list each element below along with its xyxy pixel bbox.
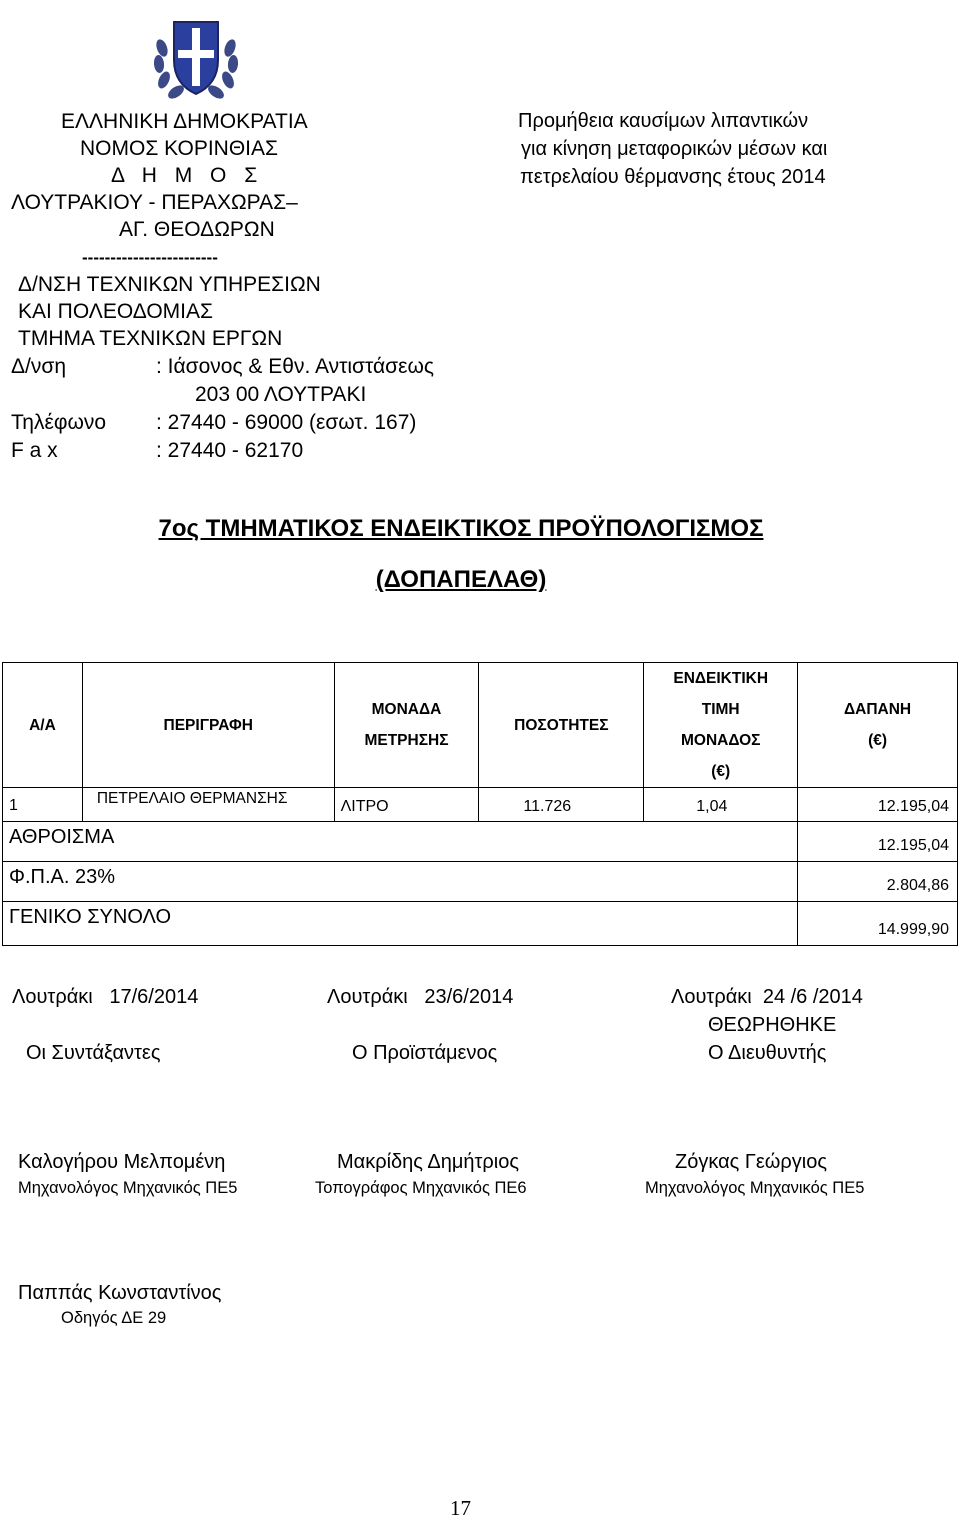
- phone-label: Τηλέφωνο: [11, 411, 107, 434]
- fax-value: : 27440 - 62170: [156, 439, 304, 462]
- cell-unit-price: 1,04: [644, 788, 798, 822]
- signature-name-1: Καλογήρου Μελπομένη: [18, 1151, 226, 1173]
- total-label: ΓΕΝΙΚΟ ΣΥΝΟΛΟ: [3, 902, 798, 946]
- signature-title-1: Μηχανολόγος Μηχανικός ΠΕ5: [18, 1179, 238, 1197]
- signature-role-1: Οι Συντάξαντες: [26, 1042, 161, 1064]
- header-line-republic: ΕΛΛΗΝΙΚΗ ΔΗΜΟΚΡΑΤΙΑ: [61, 110, 308, 133]
- document-title: 7ος ΤΜΗΜΑΤΙΚΟΣ ΕΝΔΕΙΚΤΙΚΟΣ ΠΡΟΫΠΟΛΟΓΙΣΜΟΣ: [158, 515, 764, 542]
- signature-date-2: Λουτράκι 23/6/2014: [327, 986, 514, 1008]
- subject-line-3: πετρελαίου θέρμανσης έτους 2014: [520, 166, 826, 188]
- header-line-municipality: Δ Η Μ Ο Σ: [111, 164, 264, 187]
- cell-aa: 1: [3, 788, 83, 822]
- header-line-directorate: Δ/ΝΣΗ ΤΕΧΝΙΚΩΝ ΥΠΗΡΕΣΙΩΝ: [18, 273, 321, 296]
- subject-line-2: για κίνηση μεταφορικών μέσων και: [521, 138, 828, 160]
- signature-name-2: Μακρίδης Δημήτριος: [337, 1151, 520, 1173]
- col-header-unit-price: ΕΝΔΕΙΚΤΙΚΗ ΤΙΜΗ ΜΟΝΑΔΟΣ (€): [644, 663, 798, 788]
- col-header-cost: ΔΑΠΑΝΗ (€): [798, 663, 958, 788]
- signature-date-3: Λουτράκι 24 /6 /2014: [671, 986, 863, 1008]
- col-header-unit: ΜΟΝΑΔΑ ΜΕΤΡΗΣΗΣ: [334, 663, 479, 788]
- address-value: : Ιάσονος & Εθν. Αντιστάσεως: [156, 355, 434, 378]
- header-line-department: ΤΜΗΜΑ ΤΕΧΝΙΚΩΝ ΕΡΓΩΝ: [18, 327, 283, 350]
- cell-description: ΠΕΤΡΕΛΑΙΟ ΘΕΡΜΑΝΣΗΣ: [82, 788, 334, 822]
- col-header-quantity: ΠΟΣΟΤΗΤΕΣ: [479, 663, 644, 788]
- signature-title-3: Μηχανολόγος Μηχανικός ΠΕ5: [645, 1179, 865, 1197]
- budget-table: [2, 662, 958, 946]
- vat-row: [3, 862, 958, 902]
- signature-title-4: Οδηγός ΔΕ 29: [61, 1309, 167, 1327]
- header-separator: ------------------------: [82, 248, 218, 267]
- checked-stamp-text: ΘΕΩΡΗΘΗΚΕ: [708, 1014, 837, 1036]
- address-label: Δ/νση: [11, 355, 67, 378]
- sum-label: ΑΘΡΟΙΣΜΑ: [3, 822, 798, 862]
- signature-role-2: Ο Προϊστάμενος: [352, 1042, 498, 1064]
- header-line-municipality-name-2: ΑΓ. ΘΕΟΔΩΡΩΝ: [119, 218, 275, 241]
- total-value: 14.999,90: [798, 902, 958, 946]
- cell-quantity: 11.726: [479, 788, 644, 822]
- header-line-urban-planning: ΚΑΙ ΠΟΛΕΟΔΟΜΙΑΣ: [18, 300, 213, 323]
- col-header-aa: Α/Α: [3, 663, 83, 788]
- sum-row: [3, 822, 958, 862]
- vat-value: 2.804,86: [798, 862, 958, 902]
- signature-name-3: Ζόγκας Γεώργιος: [675, 1151, 827, 1173]
- phone-value: : 27440 - 69000 (εσωτ. 167): [156, 411, 417, 434]
- cell-cost: 12.195,04: [798, 788, 958, 822]
- page-number: 17: [450, 1496, 471, 1520]
- total-row: [3, 902, 958, 946]
- greek-coat-of-arms-icon: [148, 8, 244, 104]
- subject-line-1: Προμήθεια καυσίμων λιπαντικών: [518, 110, 809, 132]
- sum-value: 12.195,04: [798, 822, 958, 862]
- document-subtitle: (ΔΟΠΑΠΕΛΑΘ): [375, 566, 547, 593]
- signature-name-4: Παππάς Κωνσταντίνος: [18, 1282, 222, 1304]
- signature-role-3: Ο Διευθυντής: [708, 1042, 827, 1064]
- signature-title-2: Τοπογράφος Μηχανικός ΠΕ6: [315, 1179, 527, 1197]
- fax-label: F a x: [11, 439, 58, 462]
- header-line-prefecture: ΝΟΜΟΣ ΚΟΡΙΝΘΙΑΣ: [80, 137, 279, 160]
- table-row: [3, 788, 958, 822]
- table-header-row: [3, 663, 958, 788]
- header-line-municipality-name: ΛΟΥΤΡΑΚΙΟΥ - ΠΕΡΑΧΩΡΑΣ–: [11, 191, 298, 214]
- signature-date-1: Λουτράκι 17/6/2014: [12, 986, 199, 1008]
- col-header-description: ΠΕΡΙΓΡΑΦΗ: [82, 663, 334, 788]
- address-line2: 203 00 ΛΟΥΤΡΑΚΙ: [195, 383, 367, 406]
- vat-label: Φ.Π.Α. 23%: [3, 862, 798, 902]
- cell-unit: ΛΙΤΡΟ: [334, 788, 479, 822]
